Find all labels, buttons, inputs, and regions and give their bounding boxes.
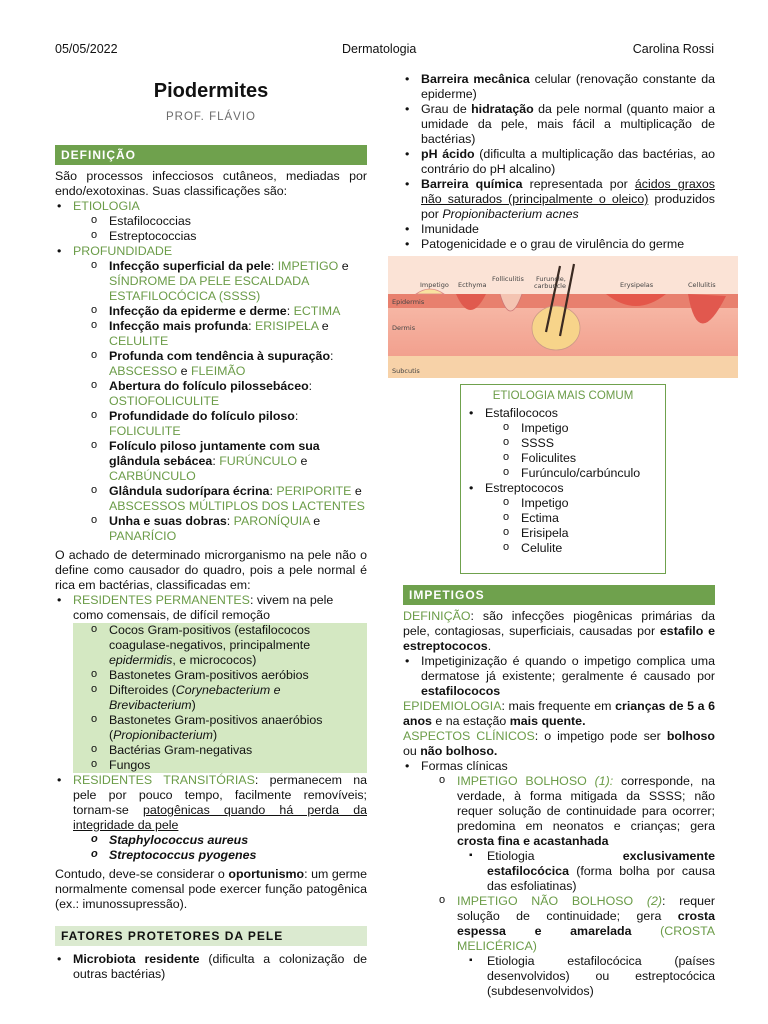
list-item: o Estafilococcias — [73, 214, 367, 229]
text: e — [351, 484, 362, 498]
list-item: • Patogenicidade e o grau de virulência do germe — [403, 237, 715, 252]
section-heading-definicao: DEFINIÇÃO — [55, 145, 367, 165]
list-item — [55, 952, 367, 982]
list-item — [73, 514, 367, 544]
text: : — [248, 319, 255, 333]
label-subcutis: Subcutis — [392, 367, 420, 375]
prof-condition: OSTIOFOLICULITE — [109, 394, 220, 408]
residentes-list — [55, 593, 367, 863]
prof-condition: CARBÚNCULO — [109, 469, 196, 483]
etiologia-box-list — [467, 406, 659, 556]
list-item — [467, 481, 659, 556]
item-text: Bastonetes Gram-positivos aeróbios — [109, 668, 309, 682]
section-heading-impetigos: IMPETIGOS — [403, 585, 715, 605]
text: e — [177, 364, 191, 378]
text-bold: Microbiota residente — [73, 952, 200, 966]
prof-term: Folículo piloso juntamente com sua glândula sebácea — [109, 439, 320, 468]
transitorias-label: RESIDENTES TRANSITÓRIAS — [73, 773, 255, 787]
list-item — [403, 654, 715, 699]
prof-condition: ABSCESSOS MÚLTIPLOS DOS LACTENTES — [109, 499, 365, 513]
list-item — [55, 199, 367, 244]
item-text: , e micrococos) — [172, 653, 257, 667]
label: IMPETIGO NÃO BOLHOSO — [457, 894, 647, 908]
skin-layers-illustration — [388, 256, 738, 378]
profundidade-label: PROFUNDIDADE — [73, 244, 173, 258]
label-ref: (2) — [646, 894, 663, 908]
list-item: o Impetigo — [485, 421, 659, 436]
permanentes-text: : vivem na pele como comensais, de difícil remoção — [73, 593, 334, 622]
text: e — [338, 259, 349, 273]
label: ASPECTOS CLÍNICOS — [403, 729, 535, 743]
prof-term: Glândula sudorípara écrina — [109, 484, 270, 498]
profundidade-list — [73, 259, 367, 544]
definicao-intro: São processos infecciosos cutâneos, mediadas por endo/exotoxinas. Suas classificações são: — [55, 169, 367, 198]
text: (dificulta a colonização de outras bactérias) — [73, 952, 367, 981]
list-item: o Impetigo — [485, 496, 659, 511]
permanentes-sublist — [73, 623, 367, 773]
list-item — [55, 593, 367, 773]
fatores-list-left — [55, 952, 367, 982]
text: : — [330, 349, 334, 363]
list-item — [73, 349, 367, 379]
item-text: Bastonetes Gram-positivos anaeróbios ( — [109, 713, 323, 742]
prof-condition: FURÚNCULO — [219, 454, 297, 468]
list-item — [421, 849, 715, 894]
label-folliculitis: Folliculitis — [492, 275, 524, 283]
text: : — [286, 304, 294, 318]
prof-condition: CELULITE — [109, 334, 169, 348]
text: : — [269, 484, 277, 498]
transitorias-text: : permanecem na pele por pouco tempo, facilmente removíveis; tornam-se — [73, 773, 368, 817]
item-text: Fungos — [109, 758, 151, 772]
text-bold: Barreira mecânica — [421, 72, 530, 86]
list-item — [73, 683, 367, 713]
prof-term: Abertura do folículo pilossebáceo — [109, 379, 309, 393]
professor: PROF. FLÁVIO — [166, 111, 256, 123]
list-item — [73, 439, 367, 484]
prof-condition: FOLICULITE — [109, 424, 181, 438]
label-erysipelas: Erysipelas — [620, 281, 654, 289]
impetiginizacao-list — [403, 654, 715, 699]
text-bold: exclusivamente estafilocócica — [487, 849, 715, 878]
bolhoso-sublist — [421, 849, 715, 894]
text: ou — [403, 744, 421, 758]
list-item: o Furúnculo/carbúnculo — [485, 466, 659, 481]
right-column — [403, 72, 715, 252]
strep-list — [485, 496, 659, 556]
list-item: o Estreptococcias — [73, 229, 367, 244]
text-bold: estafilo e estreptococos — [403, 624, 715, 653]
list-item: o Ectima — [485, 511, 659, 526]
list-item — [403, 102, 715, 147]
label-ref: (1): — [594, 774, 614, 788]
label-ecthyma: Ecthyma — [458, 281, 487, 289]
impetigo-definicao — [403, 609, 715, 654]
item-italic: epidermidis — [109, 653, 173, 667]
text: Grau de — [421, 102, 472, 116]
list-item — [73, 304, 367, 319]
prof-condition: IMPETIGO — [277, 259, 339, 273]
list-item — [73, 758, 367, 773]
prof-condition: FLEIMÃO — [190, 364, 246, 378]
prof-term: Unha e suas dobras — [109, 514, 227, 528]
formas-list — [403, 759, 715, 999]
permanentes-label: RESIDENTES PERMANENTES — [73, 593, 250, 607]
list-item — [73, 259, 367, 304]
text: . — [487, 639, 492, 653]
text: representada por — [522, 177, 635, 191]
fatores-list-right — [403, 72, 715, 252]
list-item — [403, 72, 715, 102]
prof-condition: ERISIPELA — [254, 319, 319, 333]
item-italic: Corynebacterium e Brevibacterium — [109, 683, 281, 712]
header-date: 05/05/2022 — [55, 42, 118, 56]
list-item: o Celulite — [485, 541, 659, 556]
text: Formas clínicas — [421, 759, 508, 773]
label: EPIDEMIOLOGIA — [403, 699, 502, 713]
prof-condition: ECTIMA — [293, 304, 341, 318]
group-label: Estafilococos — [485, 406, 559, 420]
etiologia-label: ETIOLOGIA — [73, 199, 140, 213]
prof-condition: SÍNDROME DA PELE ESCALDADA ESTAFILOCÓCICA (SSSS) — [109, 274, 309, 303]
furuncle-lesion — [532, 306, 580, 350]
epidemiologia — [403, 699, 715, 729]
text: (dificulta a multiplicação das bactérias, ao contrário do pH alcalino) — [421, 147, 715, 176]
list-item — [73, 319, 367, 349]
text: corresponde, na verdade, à forma mitigada da SSSS; não requer solução de continuidade para ocorrer; predomina em neonatos e crianças; gera — [457, 774, 715, 833]
aspectos-clinicos — [403, 729, 715, 759]
prof-condition: PERIPORITE — [276, 484, 352, 498]
list-item — [467, 406, 659, 481]
list-item — [421, 894, 715, 999]
text: e — [297, 454, 308, 468]
text: celular (renovação constante da epiderme) — [421, 72, 715, 101]
text-bold: hidratação — [471, 102, 534, 116]
list-item — [73, 379, 367, 409]
label-furuncle: Furuncle, — [536, 275, 566, 283]
text: : o impetigo pode ser — [534, 729, 667, 743]
text: Contudo, deve-se considerar o — [55, 867, 229, 881]
text: produzidos por — [421, 192, 715, 221]
list-item — [73, 484, 367, 514]
text: : — [226, 514, 234, 528]
text-green: (CROSTA MELICÉRICA) — [457, 924, 716, 953]
text: e — [318, 319, 329, 333]
prof-term: Infecção superficial da pele — [109, 259, 271, 273]
item-text: Difteroides ( — [109, 683, 176, 697]
text: : — [308, 379, 313, 393]
list-item — [73, 668, 367, 683]
list-item — [421, 774, 715, 894]
prof-term: Infecção mais profunda — [109, 319, 249, 333]
text: e na estação — [431, 714, 510, 728]
text-underline: ácidos graxos não saturados (principalmente o oleico) — [421, 177, 716, 206]
label: IMPETIGO BOLHOSO — [457, 774, 595, 788]
list-item — [403, 177, 715, 222]
text-bold: crosta fina e acastanhada — [457, 834, 609, 848]
text: e — [309, 514, 321, 528]
prof-condition: PANARÍCIO — [109, 529, 177, 543]
text-bold: crosta espessa e amarelada — [457, 909, 715, 938]
text-bold: oportunismo — [228, 867, 305, 881]
contudo-paragraph — [55, 867, 367, 912]
text: da pele normal (quanto maior a umidade da pele, mais fácil a multiplicação de bactérias) — [421, 102, 716, 146]
transitorias-underline: patogênicas quando há perda da integridade da pele — [73, 803, 367, 832]
text: Etiologia — [487, 849, 623, 863]
list-item — [403, 147, 715, 177]
list-item: • Imunidade — [403, 222, 715, 237]
list-item: o Staphylococcus aureus — [73, 833, 367, 848]
list-item — [73, 743, 367, 758]
text-bold: estafilococos — [421, 684, 501, 698]
list-item — [55, 773, 367, 863]
etiologia-box — [460, 384, 666, 574]
impetigos-section — [403, 585, 715, 999]
list-item: o Streptococcus pyogenes — [73, 848, 367, 863]
label-cellulitis: Cellulitis — [688, 281, 716, 289]
list-item — [73, 409, 367, 439]
item-italic: Propionibacterium — [113, 728, 214, 742]
item-text: ) — [213, 728, 218, 742]
list-item — [73, 623, 367, 668]
epidermis-layer — [388, 294, 738, 308]
prof-term: Profunda com tendência à supuração — [109, 349, 331, 363]
list-item: o Erisipela — [485, 526, 659, 541]
etiologia-box-title: ETIOLOGIA MAIS COMUM — [492, 390, 634, 402]
staph-list — [485, 421, 659, 481]
text: : mais frequente em — [501, 699, 616, 713]
label-carbuncle: carbuncle — [534, 282, 566, 290]
text: (forma bolha por causa das esfoliatinas) — [487, 864, 715, 893]
text: : — [294, 409, 299, 423]
text-bold: crianças de 5 a 6 anos — [403, 699, 715, 728]
label-impetigo: Impetigo — [420, 281, 449, 289]
classification-list — [55, 199, 367, 544]
text: Impetiginização é quando o impetigo complica uma dermatose já existente; geralmente é causado por — [421, 654, 715, 683]
prof-term: Profundidade do folículo piloso — [109, 409, 295, 423]
section-heading-fatores: FATORES PROTETORES DA PELE — [55, 926, 367, 946]
text: : um germe normalmente comensal pode exercer função patogênica (ex.: imunossupressão). — [55, 867, 367, 911]
prof-term: Infecção da epiderme e derme — [109, 304, 287, 318]
list-item — [403, 759, 715, 999]
header-author: Carolina Rossi — [632, 42, 714, 56]
formas-sublist — [421, 774, 715, 999]
text: : — [270, 259, 278, 273]
list-item: ▪ Etiologia estafilocócica (países desenvolvidos) ou estreptocócica (subdesenvolvidos) — [421, 954, 715, 999]
list-item: o SSSS — [485, 436, 659, 451]
text-bold: não bolhoso. — [420, 744, 498, 758]
text-italic: Propionibacterium acnes — [442, 207, 579, 221]
item-text: Bactérias Gram-negativas — [109, 743, 253, 757]
list-item — [55, 244, 367, 544]
nao-bolhoso-sublist — [421, 954, 715, 999]
group-label: Estreptococos — [485, 481, 564, 495]
text-bold: bolhoso — [666, 729, 715, 743]
transitorias-sublist — [73, 833, 367, 863]
item-text: ) — [191, 698, 196, 712]
page-title: Piodermites — [153, 80, 269, 102]
label-dermis: Dermis — [392, 324, 416, 332]
subcutis-layer — [388, 356, 738, 378]
list-item: o Foliculites — [485, 451, 659, 466]
etiologia-list — [73, 214, 367, 244]
label-epidermis: Epidermis — [392, 298, 425, 306]
item-text: Cocos Gram-positivos (estafilococos coagulase-negativos, principalmente — [109, 623, 311, 652]
achado-paragraph: O achado de determinado microrganismo na pele não o define como causador do quadro, pois a pele normal é rica em bactérias, classificadas em: — [55, 548, 367, 592]
text: : são infecções piogênicas primárias da pele, contagiosas, superficiais, causadas por — [403, 609, 715, 638]
prof-condition: ABSCESSO — [109, 364, 178, 378]
text-bold: mais quente. — [509, 714, 586, 728]
left-column — [55, 72, 367, 982]
text-bold: pH ácido — [421, 147, 475, 161]
text-bold: Barreira química — [421, 177, 523, 191]
prof-condition: PARONÍQUIA — [233, 514, 310, 528]
header-subject: Dermatologia — [342, 42, 417, 56]
text: : requer solução de continuidade; gera — [457, 894, 716, 923]
list-item — [73, 713, 367, 743]
label: DEFINIÇÃO — [403, 609, 471, 623]
text: : — [212, 454, 220, 468]
